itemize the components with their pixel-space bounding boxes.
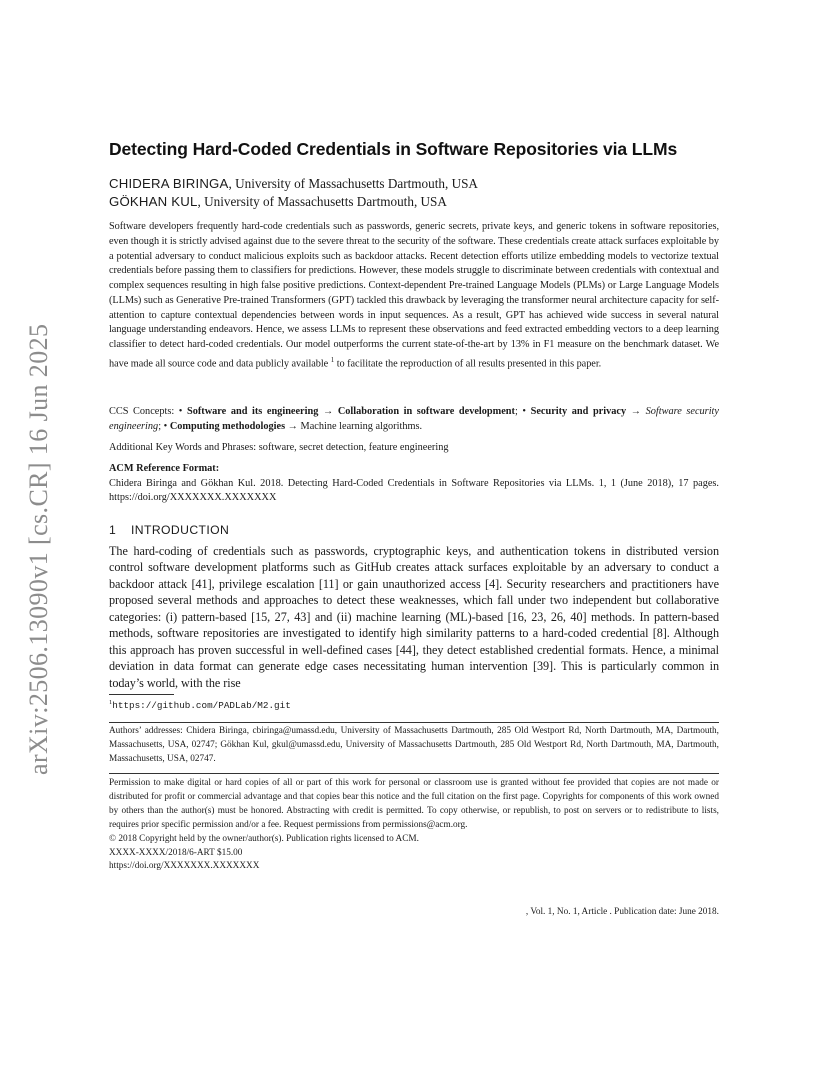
acm-reference-heading: ACM Reference Format: (109, 463, 220, 474)
ccs-arrow: → (626, 406, 646, 417)
author-affiliation: , University of Massachusetts Dartmouth, USA (197, 194, 447, 209)
footnote-divider (109, 694, 174, 695)
abstract-tail: to facilitate the reproduction of all results presented in this paper. (334, 358, 602, 370)
ccs-prefix: CCS Concepts: • (109, 406, 187, 417)
abstract (109, 220, 719, 372)
footnote-url[interactable]: https://github.com/PADLab/M2.git (112, 700, 291, 712)
ccs-separator: ; • (158, 420, 170, 432)
paper-title: Detecting Hard-Coded Credentials in Software Repositories via LLMs (109, 139, 678, 159)
issn-line: XXXX-XXXX/2018/6-ART $15.00 (109, 847, 243, 858)
section-heading (109, 523, 229, 537)
keywords: Additional Key Words and Phrases: software, secret detection, feature engineering (109, 442, 449, 453)
acm-reference (109, 462, 719, 506)
author-name: CHIDERA BIRINGA (109, 176, 229, 191)
acm-reference-text: Chidera Biringa and Gökhan Kul. 2018. Detecting Hard-Coded Credentials in Software Repositories via LLMs. 1, 1 (June 2018), 17 pages. https://doi.org/XXXXXXX.XXXXXXX (109, 477, 719, 503)
author-affiliation: , University of Massachusetts Dartmouth, USA (228, 176, 478, 191)
author-name: GÖKHAN KUL (109, 194, 198, 209)
ccs-concept: Collaboration in software development (337, 406, 515, 417)
section-title: INTRODUCTION (131, 523, 230, 537)
section-number: 1 (109, 523, 117, 537)
ccs-separator: ; • (514, 406, 531, 417)
introduction-paragraph: The hard-coding of credentials such as passwords, cryptographic keys, and authentication tokens in distributed version control software development platforms such as GitHub creates attack surfaces exploitable by an adversary to conduct a backdoor attack [41], privilege escalation [11] or gain unauthorized access [4]. Security researchers and practitioners have proposed several methods and approaches to detect these weaknesses, which fall under two independent but collaborative categories: (i) pattern-based [15, 27, 43] and (ii) machine learning (ML)-based [16, 23, 26, 40] methods. In pattern-based methods, software repositories are investigated to identify high similarity patterns to a hard-coded credential [8]. Although this approach has proven successful in well-defined cases [44], they detect established credential formats. Hence, a minimal deviation in data format can generate edge cases necessitating human intervention [39]. This is particularly common in today’s world, with the rise (109, 544, 719, 690)
footnote (109, 699, 291, 711)
ccs-concept: Machine learning algorithms. (300, 420, 423, 432)
ccs-concept: Software and its engineering (186, 406, 319, 417)
ccs-concepts (109, 405, 719, 434)
addresses-divider (109, 722, 719, 723)
ccs-concept: Software security engineering (109, 406, 719, 432)
arxiv-identifier: arXiv:2506.13090v1 [cs.CR] 16 Jun 2025 (24, 323, 53, 775)
ccs-arrow: → (285, 420, 301, 432)
ccs-concept: Computing methodologies (169, 420, 286, 432)
permission-divider (109, 773, 719, 774)
permission-block (109, 777, 719, 874)
ccs-concept: Security and privacy (530, 406, 627, 417)
doi-line[interactable]: https://doi.org/XXXXXXX.XXXXXXX (109, 861, 260, 872)
publication-info: , Vol. 1, No. 1, Article . Publication date: June 2018. (525, 907, 719, 917)
footnote-number: 1 (109, 699, 113, 706)
abstract-text: Software developers frequently hard-code credentials such as passwords, generic secrets, private keys, and generic tokens in software repositories, even though it is strictly advised against due to the severe threat to the security of the software. These credentials create attack surfaces exploitable by a potential adversary to conduct malicious exploits such as backdoor attacks. Recent detection efforts utilize embedding models to vectorize textual credentials before passing them to classifiers for predictions. However, these models struggle to discriminate between credentials with contextual and complex sequences resulting in high false positive predictions. Context-dependent Pre-trained Language Models (PLMs) or Large Language Models (LLMs) such as Generative Pre-trained Transformers (GPT) tackled this drawback by leveraging the transformer neural architecture capacity for self-attention to capture contextual dependencies between words in input sequences. As a result, GPT has achieved wide success in several natural language understanding endeavors. Hence, we assess LLMs to represent these observations and feed extracted embedding vectors to a deep learning classifier to detect hard-coded credentials. Our model outperforms the current state-of-the-art by 13% in F1 measure on the benchmark dataset. We have made all source code and data publicly available (109, 221, 719, 370)
copyright-line: © 2018 Copyright held by the owner/author(s). Publication rights licensed to ACM. (109, 833, 419, 844)
author-line-1 (109, 176, 478, 192)
author-line-2 (109, 194, 447, 210)
authors-addresses: Authors’ addresses: Chidera Biringa, cbiringa@umassd.edu, University of Massachusetts Dartmouth, 285 Old Westport Rd, North Dartmouth, MA, Dartmouth, Massachusetts, USA, 02747; Gökhan Kul, gkul@umassd.edu, University of Massachusetts Dartmouth, 285 Old Westport Rd, North Dartmouth, MA, Dartmouth, Massachusetts, USA, 02747. (109, 726, 719, 764)
permission-text: Permission to make digital or hard copies of all or part of this work for personal or classroom use is granted without fee provided that copies are not made or distributed for profit or commercial advantage and that copies bear this notice and the full citation on the first page. Copyrights for components of this work owned by others than the author(s) must be honored. Abstracting with credit is permitted. To copy otherwise, or republish, to post on servers or to redistribute to lists, requires prior specific permission and/or a fee. Request permissions from permissions@acm.org. (109, 778, 719, 830)
ccs-arrow: → (318, 406, 338, 417)
footnote-marker: 1 (330, 355, 335, 364)
